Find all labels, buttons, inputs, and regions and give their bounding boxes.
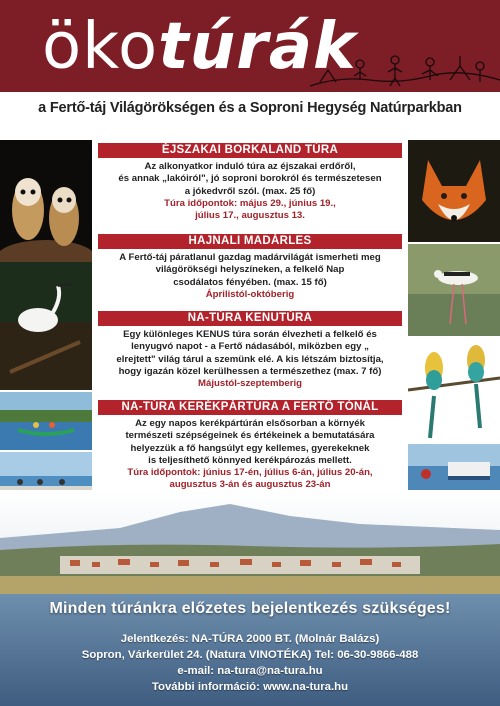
egret-photo xyxy=(0,262,92,390)
text-line: helyezzük a fő hangsúlyt egy kellemes, gyerekeknek xyxy=(130,442,370,454)
date-line: augusztus 3-án és augusztus 23-án xyxy=(169,479,331,491)
section-description xyxy=(98,158,402,198)
section-dates xyxy=(98,467,402,492)
text-line: lenyugvó napot - a Fertő nádasából, miközben egy „ xyxy=(131,341,369,353)
section-title: NA-TÚRA KERÉKPÁRTÚRA A FERTŐ TÓNÁL xyxy=(98,400,402,415)
section-night-wine-tour xyxy=(98,143,402,222)
date-line: július 17., augusztus 13. xyxy=(195,210,305,222)
section-dates xyxy=(98,198,402,223)
text-line: hogy igazán közel kerülhessen a természethez (max. 7 fő) xyxy=(118,365,382,377)
section-description xyxy=(98,249,402,289)
contact-address: Sopron, Várkerület 24. (Natura VINOTÉKA) Tel: 06-30-9866-488 xyxy=(81,649,419,661)
subtitle: a Fertő-táj Világörökségen és a Soproni Hegység Natúrparkban xyxy=(38,100,462,116)
section-dates xyxy=(98,289,402,301)
fox-photo xyxy=(408,140,500,242)
date-line: Májustól-szeptemberig xyxy=(198,378,302,390)
contact-company: Jelentkezés: NA-TÚRA 2000 BT. (Molnár Balázs) xyxy=(120,633,380,645)
text-line: világörökségi helyszíneken, a felkelő Nap xyxy=(155,264,345,276)
section-dates xyxy=(98,378,402,390)
section-title: HAJNALI MADÁRLES xyxy=(98,234,402,249)
section-description xyxy=(98,415,402,467)
text-line: Az alkonyatkor induló túra az éjszakai erdőről, xyxy=(144,161,356,172)
text-line: természeti szépségeinek és értékeinek a bemutatására xyxy=(125,430,375,442)
canoe-photo xyxy=(0,392,92,450)
section-title: ÉJSZAKAI BORKALAND TÚRA xyxy=(98,143,402,158)
text-line: Egy különleges KENUS túra során élvezheti a felkelő és xyxy=(123,329,377,340)
text-line: és annak „lakóiról", jó soproni borokról és természetesen xyxy=(118,173,382,185)
hikers-sketch-icon xyxy=(300,36,500,92)
bee-eaters-photo xyxy=(408,338,500,442)
text-line: is teljesíthető könnyed kerékpározás mellett. xyxy=(148,454,352,466)
date-line: Túra időpontok: június 17-én, július 6-án, július 20-án, xyxy=(127,467,373,479)
text-line: A Fertő-táj páratlanul gazdag madárvilágát ismerheti meg xyxy=(119,252,381,263)
header-banner xyxy=(0,0,500,92)
section-title: NA-TÚRA KENUTÚRA xyxy=(98,311,402,326)
stilt-photo xyxy=(408,244,500,336)
title-bold: túrák xyxy=(158,10,357,84)
section-canoe-tour xyxy=(98,311,402,390)
section-description xyxy=(98,326,402,378)
date-line: Áprilistól-októberig xyxy=(205,288,295,300)
booking-notice: Minden túránkra előzetes bejelentkezés szükséges! xyxy=(49,600,451,617)
section-dawn-birdwatching xyxy=(98,234,402,301)
date-line: Túra időpontok: május 29., június 19., xyxy=(164,197,336,209)
text-line: csodálatos fényében. (max. 15 fő) xyxy=(173,276,327,288)
owls-photo xyxy=(0,140,92,262)
text-line: elrejtett" világ tárul a szemünk elé. A kis létszám biztosítja, xyxy=(116,353,384,365)
contact-website[interactable]: További információ: www.na-tura.hu xyxy=(151,681,349,693)
contact-email[interactable]: e-mail: na-tura@na-tura.hu xyxy=(177,665,323,677)
text-line: a jókedvről szól. (max. 25 fő) xyxy=(184,185,316,197)
section-bike-tour xyxy=(98,400,402,492)
text-line: Az egy napos kerékpártúrán elsősorban a környék xyxy=(135,418,365,429)
title-light: öko xyxy=(42,10,159,84)
contact-info xyxy=(0,631,500,695)
